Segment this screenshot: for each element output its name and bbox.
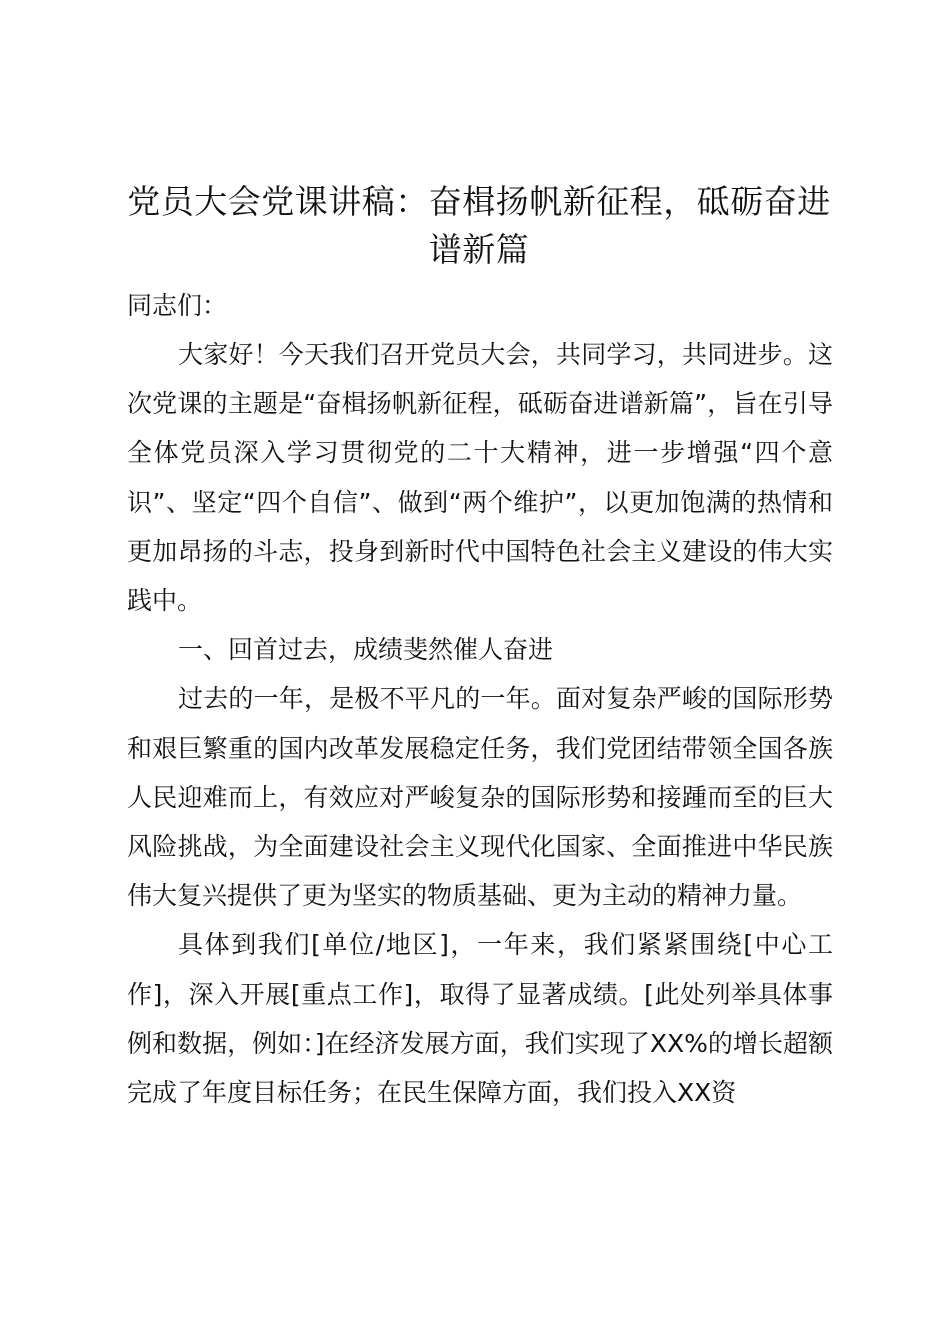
paragraph-intro: 大家好！今天我们召开党员大会，共同学习，共同进步。这次党课的主题是“奋楫扬帆新征程，砥砺奋进谱新篇”，旨在引导全体党员深入学习贯彻党的二十大精神，进一步增强“四个意识”、坚定“四个自信”、做到“两个维护”，以更加饱满的热情和更加昂扬的斗志，投身到新时代中国特色社会主义建设的伟大实践中。 [127, 340, 833, 616]
section-heading: 一、回首过去，成绩斐然催人奋进 [178, 635, 554, 665]
document-title: 党员大会党课讲稿：奋楫扬帆新征程，砥砺奋进谱新篇 [127, 182, 831, 269]
paragraph-past-year: 过去的一年，是极不平凡的一年。面对复杂严峻的国际形势和艰巨繁重的国内改革发展稳定任务，我们党团结带领全国各族人民迎难而上，有效应对严峻复杂的国际形势和接踵而至的巨大风险挑战，为全面建设社会主义现代化国家、全面推进中华民族伟大复兴提供了更为坚实的物质基础、更为主动的精神力量。 [127, 684, 833, 911]
salutation: 同志们： [127, 291, 228, 320]
paragraph-achievements: 具体到我们[单位/地区]，一年来，我们紧紧围绕[中心工作]，深入开展[重点工作]，取得了显著成绩。[此处列举具体事例和数据，例如：]在经济发展方面，我们实现了XX%的增长超额完成了年度目标任务；在民生保障方面，我们投入XX资 [127, 930, 833, 1108]
document-body [127, 281, 833, 1117]
